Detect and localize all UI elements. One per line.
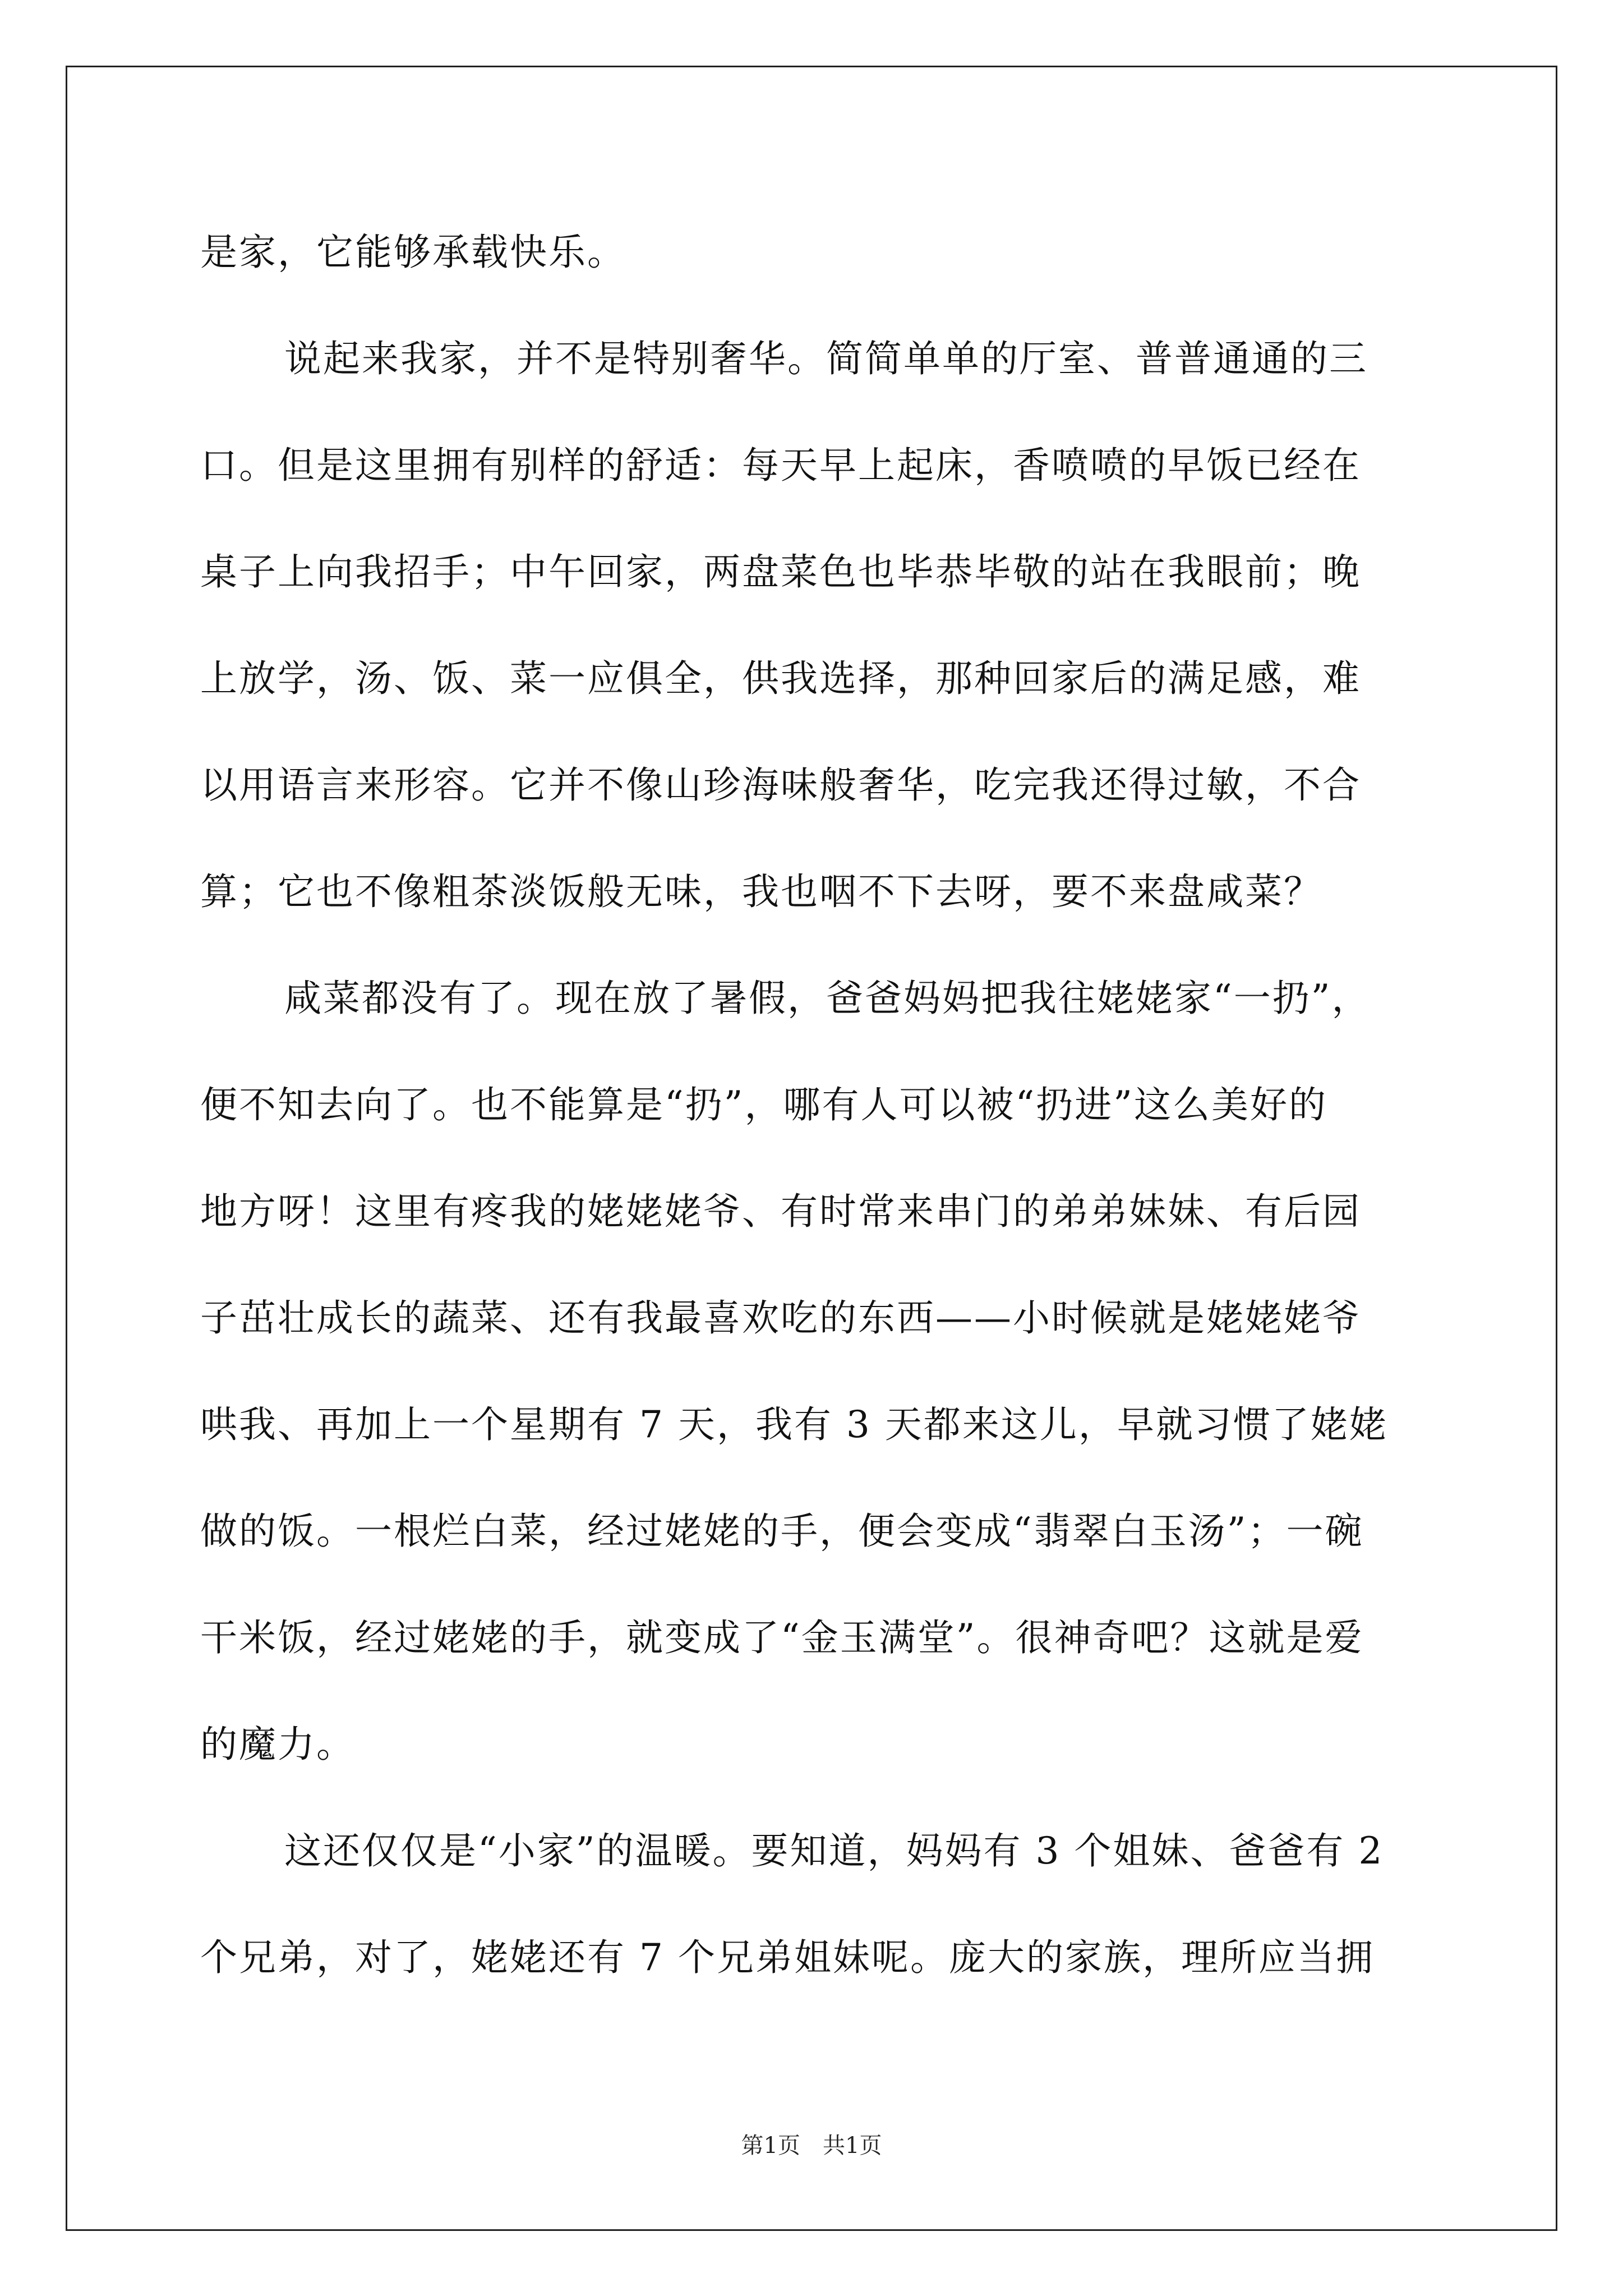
text-line: 桌子上向我招手；中午回家，两盘菜色也毕恭毕敬的站在我眼前；晚 [200,550,1361,593]
text-line: 子茁壮成长的蔬菜、还有我最喜欢吃的东西——小时候就是姥姥姥爷 [200,1296,1361,1340]
text-line: 地方呀！这里有疼我的姥姥姥爷、有时常来串门的弟弟妹妹、有后园 [200,1190,1361,1233]
text-line: 个兄弟，对了，姥姥还有 7 个兄弟姐妹呢。庞大的家族，理所应当拥 [200,1936,1375,1979]
text-line: 是家，它能够承载快乐。 [200,231,626,274]
text-line: 的魔力。 [200,1723,355,1766]
page-number-footer: 第1页 共1页 [741,2133,882,2159]
paragraph-first-line: 咸菜都没有了。现在放了暑假，爸爸妈妈把我往姥姥家“一扔”， [284,977,1371,1020]
text-line: 口。但是这里拥有别样的舒适：每天早上起床，香喷喷的早饭已经在 [200,444,1361,487]
text-line: 便不知去向了。也不能算是“扔”，哪有人可以被“扔进”这么美好的 [200,1083,1327,1126]
paragraph-first-line: 这还仅仅是“小家”的温暖。要知道，妈妈有 3 个姐妹、爸爸有 2 [284,1829,1384,1872]
text-line: 上放学，汤、饭、菜一应俱全，供我选择，那种回家后的满足感，难 [200,657,1361,700]
paragraph-first-line: 说起来我家，并不是特别奢华。简简单单的厅室、普普通通的三 [284,337,1368,380]
text-line: 做的饭。一根烂白菜，经过姥姥的手，便会变成“翡翠白玉汤”；一碗 [200,1510,1364,1553]
text-line: 哄我、再加上一个星期有 7 天，我有 3 天都来这儿，早就习惯了姥姥 [200,1403,1388,1446]
text-line: 算；它也不像粗茶淡饭般无味，我也咽不下去呀，要不来盘咸菜？ [200,870,1322,913]
text-line: 以用语言来形容。它并不像山珍海味般奢华，吃完我还得过敏，不合 [200,763,1361,807]
text-line: 干米饭，经过姥姥的手，就变成了“金玉满堂”。很神奇吧？这就是爱 [200,1616,1364,1659]
page-border [66,66,1557,2231]
